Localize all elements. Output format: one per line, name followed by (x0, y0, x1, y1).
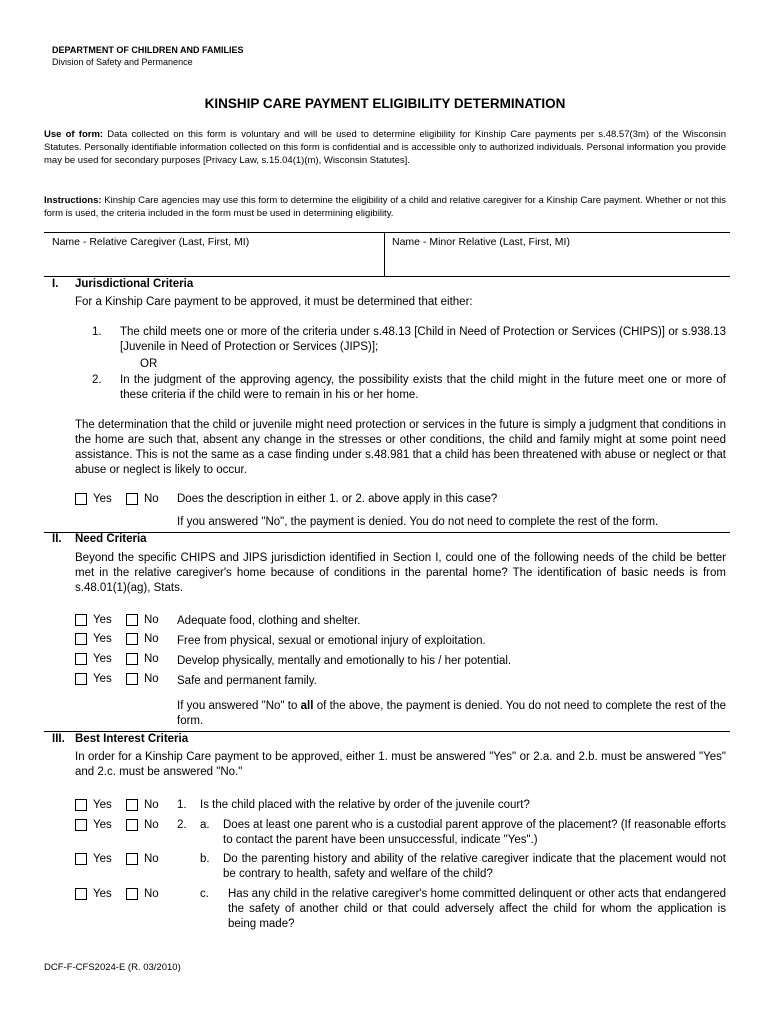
names-bottom-rule (44, 276, 730, 277)
no-label: No (144, 493, 159, 505)
yes-label: Yes (93, 888, 112, 900)
section2-denial-bold: all (300, 700, 314, 712)
section3-number: III. (52, 733, 65, 745)
minor-name-label: Name - Minor Relative (Last, First, MI) (392, 236, 570, 248)
section3-rule (44, 731, 730, 732)
section1-intro: For a Kinship Care payment to be approved, it must be determined that either: (75, 296, 473, 308)
need-no-checkbox[interactable] (126, 673, 138, 685)
names-top-rule (44, 232, 730, 233)
q2c-no-checkbox[interactable] (126, 888, 138, 900)
section2-number: II. (52, 533, 62, 545)
instructions-text: Kinship Care agencies may use this form to determine the eligibility of a child and relative caregiver for a Kinship Care payment. Whether or not this form is used, the criteria included in the form must be used in determining eligibility. (44, 195, 726, 219)
section1-item1-number: 1. (92, 326, 102, 338)
section1-yes-checkbox[interactable] (75, 493, 87, 505)
caregiver-name-label: Name - Relative Caregiver (Last, First, MI) (52, 236, 250, 248)
q2a-text: Does at least one parent who is a custodial parent approve of the placement? (If reasonable efforts to contact the parent have been unsuccessful, indicate "Yes".) (223, 819, 726, 846)
q2a-number: a. (200, 819, 210, 831)
use-of-form-label: Use of form: (44, 129, 104, 140)
yes-label: Yes (93, 614, 112, 626)
section1-paragraph: The determination that the child or juvenile might need protection or services in the future is simply a judgment that conditions in the home are such that, absent any change in the stresses or other conditions, the child and family might at some point need assistance. This is not the same as a case finding under s.48.981 that a child has been threatened with abuse or neglect or that abuse or neglect is likely to occur. (75, 419, 726, 476)
q1-no-checkbox[interactable] (126, 799, 138, 811)
yes-label: Yes (93, 493, 112, 505)
section2-intro: Beyond the specific CHIPS and JIPS jurisdiction identified in Section I, could one of the following needs of the child be better met in the relative caregiver's home because of conditions in the parental home? The identification of basic needs is from s.48.01(1)(ag), Stats. (75, 552, 726, 594)
q2b-number: b. (200, 853, 210, 865)
yes-label: Yes (93, 673, 112, 685)
q1-yes-checkbox[interactable] (75, 799, 87, 811)
no-label: No (144, 888, 159, 900)
use-of-form (44, 128, 726, 167)
section2-title: Need Criteria (75, 533, 147, 545)
instructions-label: Instructions: (44, 195, 102, 206)
section3-title: Best Interest Criteria (75, 733, 189, 745)
section1-denial: If you answered "No", the payment is denied. You do not need to complete the rest of the form. (177, 516, 659, 528)
no-label: No (144, 633, 159, 645)
need-text: Free from physical, sexual or emotional injury of exploitation. (177, 635, 486, 647)
q2c-yes-checkbox[interactable] (75, 888, 87, 900)
form-title: KINSHIP CARE PAYMENT ELIGIBILITY DETERMINATION (204, 96, 566, 111)
q2-number: 2. (177, 819, 187, 831)
section2-denial-post: of the above, the payment is denied. You do not need to complete the rest of the form. (177, 700, 726, 727)
section2-denial (177, 699, 726, 729)
no-label: No (144, 799, 159, 811)
yes-label: Yes (93, 819, 112, 831)
use-of-form-text: Data collected on this form is voluntary and will be used to determine eligibility for Kinship Care payments per s.48.57(3m) of the Wisconsin Statutes. Personally identifiable information collected on this form is confidential and is accessible only to authorized individuals. Personal information you provide may be used for secondary purposes [Privacy Law, s.15.04(1)(m), Wisconsin Statutes]. (44, 129, 726, 166)
need-text: Develop physically, mentally and emotionally to his / her potential. (177, 655, 512, 667)
section1-item2-number: 2. (92, 374, 102, 386)
section1-or: OR (140, 358, 158, 370)
need-text: Safe and permanent family. (177, 675, 317, 687)
yes-label: Yes (93, 799, 112, 811)
section1-title: Jurisdictional Criteria (75, 278, 194, 290)
need-no-checkbox[interactable] (126, 614, 138, 626)
q2c-number: c. (200, 888, 209, 900)
need-yes-checkbox[interactable] (75, 614, 87, 626)
section2-denial-pre: If you answered "No" to (177, 700, 301, 712)
q2b-text: Do the parenting history and ability of the relative caregiver indicate that the placement would not be contrary to health, safety and welfare of the child? (223, 853, 726, 880)
no-label: No (144, 853, 159, 865)
q1-text: Is the child placed with the relative by order of the juvenile court? (200, 799, 530, 811)
need-yes-checkbox[interactable] (75, 673, 87, 685)
q2a-yes-checkbox[interactable] (75, 819, 87, 831)
instructions (44, 194, 726, 220)
q1-number: 1. (177, 799, 187, 811)
section1-item2: In the judgment of the approving agency, the possibility exists that the child might in the future meet one or more of these criteria if the child were to remain in his or her home. (120, 374, 726, 401)
no-label: No (144, 819, 159, 831)
yes-label: Yes (93, 633, 112, 645)
no-label: No (144, 614, 159, 626)
section1-item1: The child meets one or more of the criteria under s.48.13 [Child in Need of Protection or Services (CHIPS)] or s.938.13 [Juvenile in Need of Protection or Services (JIPS)]; (120, 326, 726, 353)
need-text: Adequate food, clothing and shelter. (177, 615, 361, 627)
need-no-checkbox[interactable] (126, 653, 138, 665)
caregiver-name-input[interactable] (52, 256, 378, 272)
form-number: DCF-F-CFS2024-E (R. 03/2010) (44, 962, 181, 973)
need-yes-checkbox[interactable] (75, 633, 87, 645)
need-no-checkbox[interactable] (126, 633, 138, 645)
yes-label: Yes (93, 853, 112, 865)
division-name: Division of Safety and Permanence (52, 57, 193, 67)
names-divider (384, 233, 385, 276)
q2c-text: Has any child in the relative caregiver's home committed delinquent or other acts that endangered the safety of another child or that could adversely affect the child for whom the application is being made? (228, 888, 726, 930)
section1-number: I. (52, 278, 59, 290)
department-name: DEPARTMENT OF CHILDREN AND FAMILIES (52, 45, 244, 55)
minor-name-input[interactable] (392, 256, 726, 272)
need-yes-checkbox[interactable] (75, 653, 87, 665)
no-label: No (144, 673, 159, 685)
q2b-yes-checkbox[interactable] (75, 853, 87, 865)
section1-no-checkbox[interactable] (126, 493, 138, 505)
section3-intro: In order for a Kinship Care payment to be approved, either 1. must be answered "Yes" or 2.a. and 2.b. must be answered "Yes" and 2.c. must be answered "No." (75, 751, 726, 778)
section1-question: Does the description in either 1. or 2. above apply in this case? (177, 493, 498, 505)
q2b-no-checkbox[interactable] (126, 853, 138, 865)
yes-label: Yes (93, 653, 112, 665)
no-label: No (144, 653, 159, 665)
q2a-no-checkbox[interactable] (126, 819, 138, 831)
